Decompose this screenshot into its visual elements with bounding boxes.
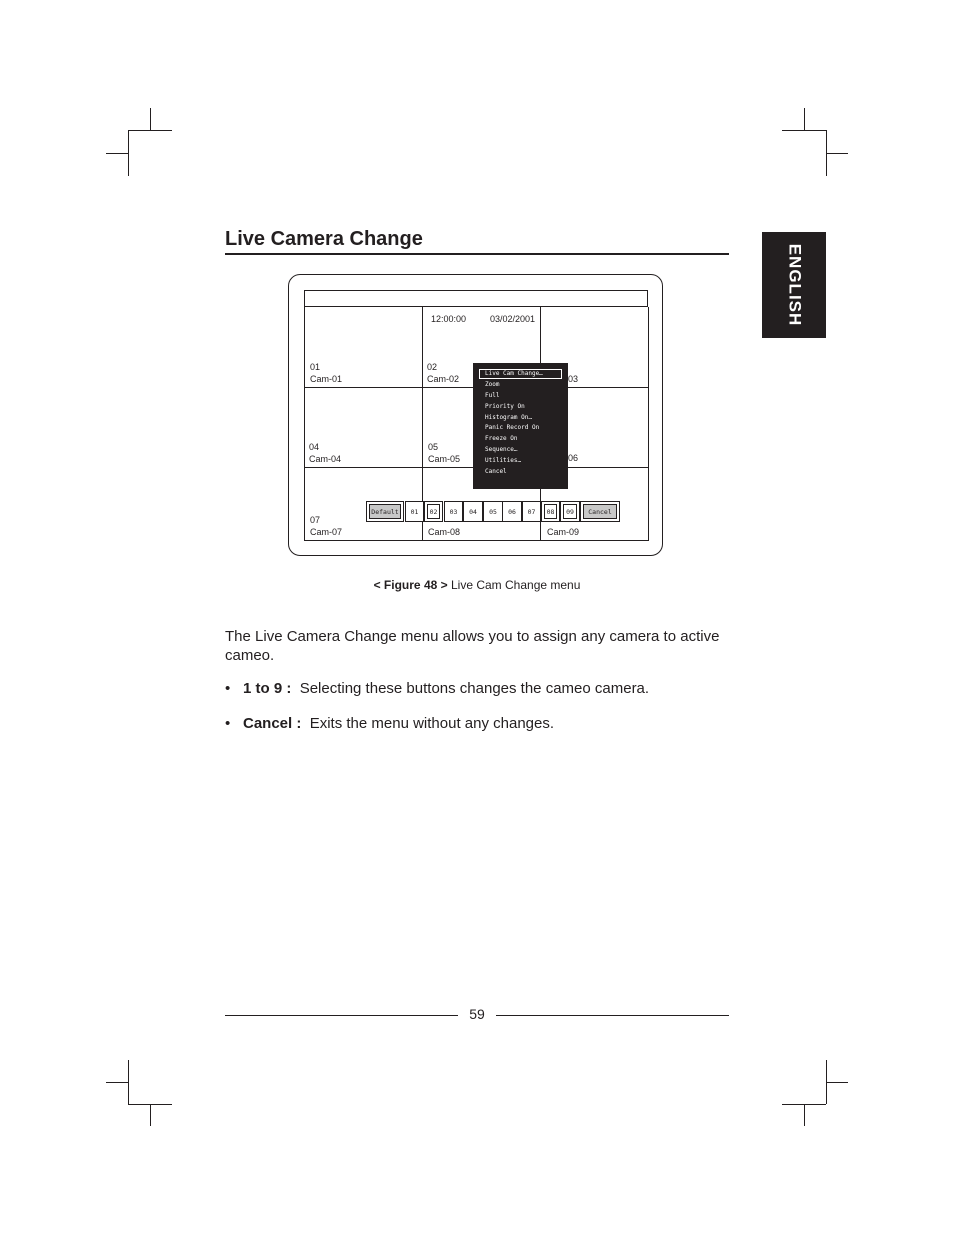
default-button[interactable]: Default — [366, 501, 404, 522]
camera-07-button[interactable]: 07 — [522, 501, 541, 522]
camera-01-button[interactable]: 01 — [405, 501, 424, 522]
page-number: 59 — [469, 1006, 485, 1022]
cameo-cell-4[interactable] — [309, 441, 341, 465]
cameo-number: 06 — [568, 453, 579, 463]
camera-button-bar — [366, 501, 620, 522]
figure-caption-text: Live Cam Change menu — [450, 578, 581, 592]
cameo-camera-name: Cam-05 — [428, 454, 461, 464]
crop-mark — [804, 108, 805, 130]
cameo-cell-2[interactable] — [427, 361, 459, 385]
footer-rule — [225, 1015, 458, 1016]
camera-06-button[interactable]: 06 — [502, 501, 522, 522]
cameo-number: 02 — [427, 362, 438, 372]
intro-paragraph: The Live Camera Change menu allows you to assign any camera to active cameo. — [225, 628, 720, 664]
menu-item-panic-record-on[interactable]: Panic Record On — [485, 424, 540, 431]
title-underline — [225, 253, 729, 255]
cameo-number: 01 — [310, 362, 321, 372]
cameo-cell-3[interactable] — [568, 373, 578, 385]
cameo-cell-8[interactable] — [428, 526, 460, 538]
cameo-cell-6[interactable] — [568, 452, 578, 464]
figure-caption-label: < Figure 48 > — [373, 578, 448, 592]
menu-item-freeze-on[interactable]: Freeze On — [485, 435, 518, 442]
crop-mark — [128, 1060, 129, 1104]
crop-mark — [804, 1104, 805, 1126]
camera-05-button[interactable]: 05 — [483, 501, 503, 522]
cameo-camera-name: Cam-04 — [309, 454, 342, 464]
menu-item-sequence[interactable]: Sequence… — [485, 446, 518, 453]
bullet-item: • 1 to 9 : Selecting these buttons changes the cameo camera. — [225, 680, 650, 697]
footer-rule — [496, 1015, 729, 1016]
bullet-term: Cancel : — [243, 715, 302, 732]
crop-mark — [106, 1082, 128, 1083]
cameo-cell-1[interactable] — [310, 361, 342, 385]
cameo-camera-name: Cam-09 — [547, 527, 580, 537]
crop-mark — [150, 1104, 151, 1126]
page-title: Live Camera Change — [225, 228, 423, 250]
menu-item-cancel[interactable]: Cancel — [485, 468, 507, 475]
cameo-number: 07 — [310, 515, 321, 525]
camera-09-button[interactable]: 09 — [560, 501, 580, 522]
clock-date: 03/02/2001 — [490, 314, 536, 324]
cameo-cell-7[interactable] — [310, 514, 342, 538]
bullet-term: 1 to 9 : — [243, 680, 292, 697]
cameo-cell-5[interactable] — [428, 441, 460, 465]
cameo-camera-name: Cam-01 — [310, 374, 343, 384]
cancel-button[interactable]: Cancel — [580, 501, 620, 522]
figure-caption — [0, 578, 954, 592]
crop-mark — [826, 153, 848, 154]
language-tab — [762, 232, 826, 338]
menu-item-live-cam-change[interactable]: Live Cam Change… — [485, 370, 543, 377]
clock-time: 12:00:00 — [431, 314, 467, 324]
camera-04-button[interactable]: 04 — [463, 501, 483, 522]
cameo-camera-name: Cam-02 — [427, 374, 460, 384]
menu-item-utilities[interactable]: Utilities… — [485, 457, 522, 464]
camera-08-button[interactable]: 08 — [541, 501, 560, 522]
crop-mark — [826, 1082, 848, 1083]
crop-mark — [150, 108, 151, 130]
setup-popup-menu — [473, 363, 568, 489]
menu-item-full[interactable]: Full — [485, 392, 500, 399]
cameo-camera-name: Cam-07 — [310, 527, 343, 537]
cameo-number: 03 — [568, 374, 579, 384]
menu-item-zoom[interactable]: Zoom — [485, 381, 500, 388]
cameo-camera-name: Cam-08 — [428, 527, 461, 537]
language-tab-label: ENGLISH — [785, 243, 804, 327]
crop-mark — [128, 130, 129, 176]
menu-item-priority-on[interactable]: Priority On — [485, 403, 525, 410]
bullet-text: Selecting these buttons changes the cameo camera. — [299, 680, 650, 697]
monitor-status-bar — [304, 290, 648, 307]
camera-03-button[interactable]: 03 — [444, 501, 463, 522]
cameo-number: 04 — [309, 442, 320, 452]
cameo-number: 05 — [428, 442, 439, 452]
camera-02-button[interactable]: 02 — [424, 501, 443, 522]
crop-mark — [128, 130, 172, 131]
cameo-cell-9[interactable] — [547, 526, 579, 538]
crop-mark — [106, 153, 128, 154]
menu-item-histogram-on[interactable]: Histogram On… — [485, 414, 532, 421]
bullet-item: • Cancel : Exits the menu without any changes. — [225, 715, 555, 732]
bullet-text: Exits the menu without any changes. — [309, 715, 555, 732]
crop-mark — [782, 130, 826, 131]
